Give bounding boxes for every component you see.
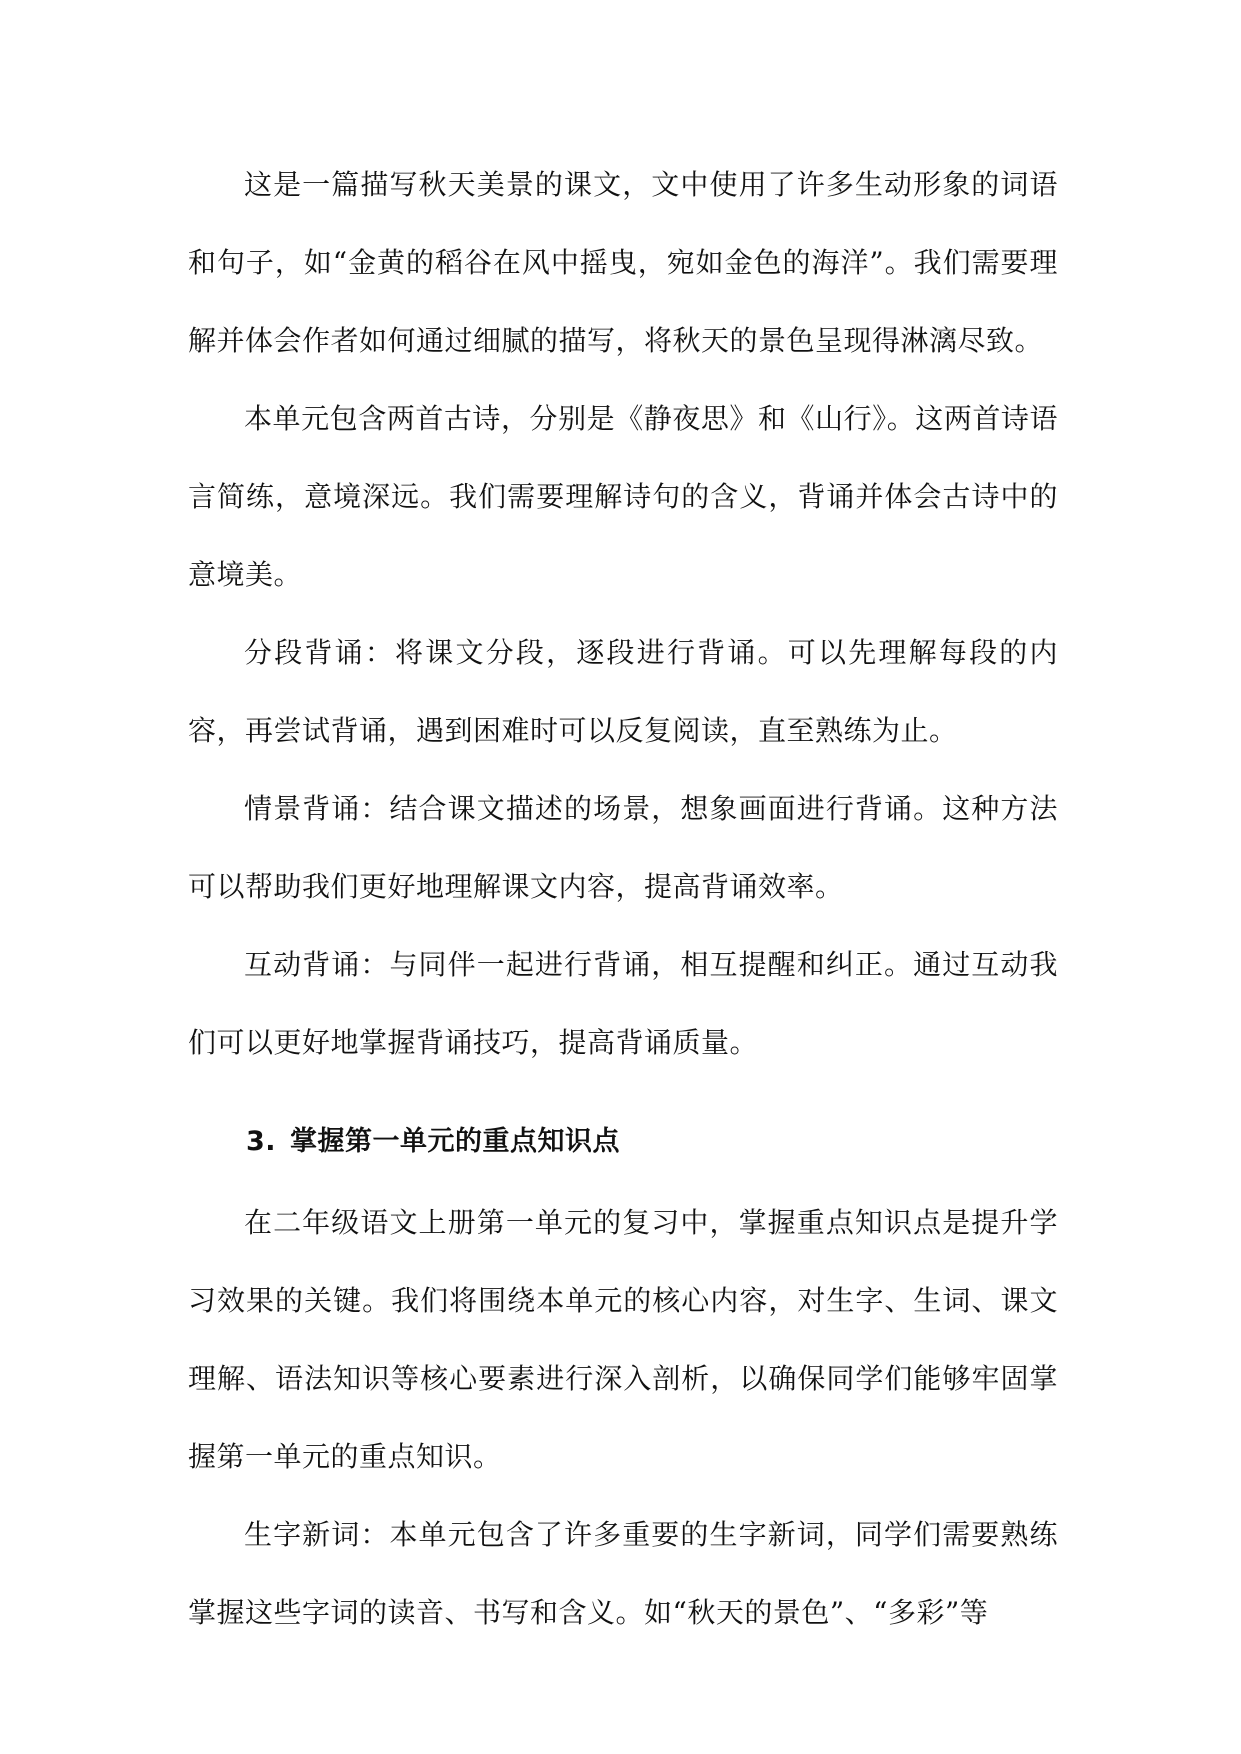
paragraph-segment-recitation: 分段背诵：将课文分段，逐段进行背诵。可以先理解每段的内容，再尝试背诵，遇到困难时可以反复阅读，直至熟练为止。 xyxy=(188,636,1058,747)
section-title: 掌握第一单元的重点知识点 xyxy=(290,1126,621,1157)
paragraph-autumn-text: 这是一篇描写秋天美景的课文，文中使用了许多生动形象的词语和句子，如“金黄的稻谷在风中摇曳，宛如金色的海洋”。我们需要理解并体会作者如何通过细腻的描写，将秋天的景色呈现得淋漓尽致。 xyxy=(188,168,1058,357)
section-number: 3. xyxy=(246,1126,277,1157)
paragraph-key-points-intro: 在二年级语文上册第一单元的复习中，掌握重点知识点是提升学习效果的关键。我们将围绕本单元的核心内容，对生字、生词、课文理解、语法知识等核心要素进行深入剖析，以确保同学们能够牢固掌握第一单元的重点知识。 xyxy=(188,1206,1058,1473)
paragraph-scene-recitation: 情景背诵：结合课文描述的场景，想象画面进行背诵。这种方法可以帮助我们更好地理解课文内容，提高背诵效率。 xyxy=(188,792,1058,903)
section-heading xyxy=(188,1100,1058,1184)
paragraph-new-words: 生字新词：本单元包含了许多重要的生字新词，同学们需要熟练掌握这些字词的读音、书写和含义。如“秋天的景色”、“多彩”等 xyxy=(188,1518,1058,1629)
document-body xyxy=(188,146,1058,1652)
paragraph-ancient-poems: 本单元包含两首古诗，分别是《静夜思》和《山行》。这两首诗语言简练，意境深远。我们需要理解诗句的含义，背诵并体会古诗中的意境美。 xyxy=(188,402,1058,591)
paragraph-interactive-recitation: 互动背诵：与同伴一起进行背诵，相互提醒和纠正。通过互动我们可以更好地掌握背诵技巧，提高背诵质量。 xyxy=(188,948,1058,1059)
